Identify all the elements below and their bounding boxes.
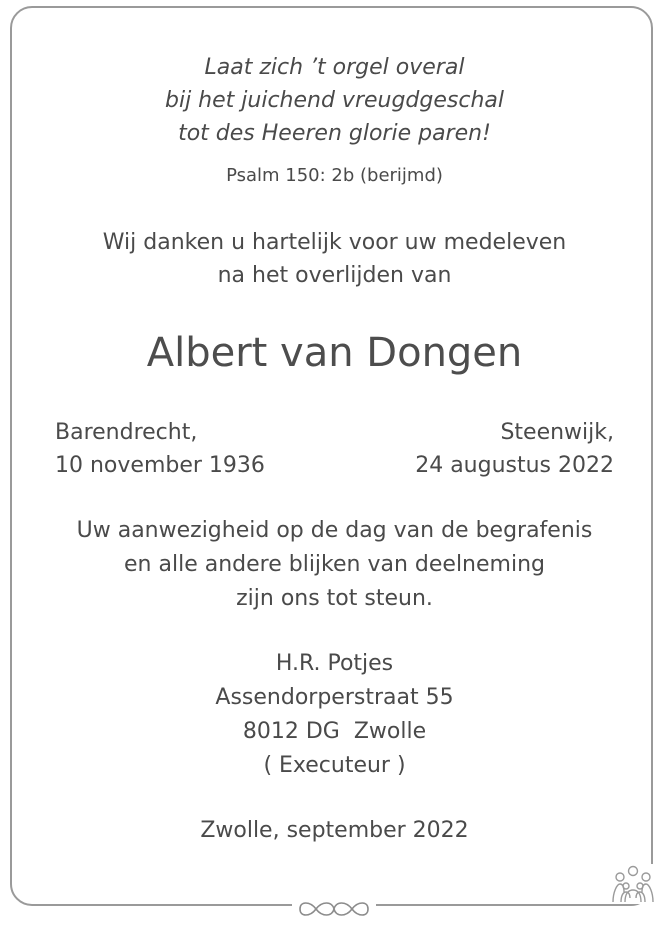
message-line-1: Uw aanwezigheid op de dag van de begrafenis — [76, 518, 593, 543]
birth-place: Barendrecht, — [55, 420, 198, 445]
family-people-icon — [608, 864, 658, 904]
verse-line-3: tot des Heeren glorie paren! — [178, 121, 491, 146]
death-place: Steenwijk, — [500, 420, 614, 445]
message-line-2: en alle andere blijken van deelneming — [124, 552, 545, 577]
birth-date: 10 november 1936 — [55, 453, 265, 478]
verse-line-1: Laat zich ’t orgel overal — [204, 55, 465, 80]
infinity-knot-icon — [292, 893, 376, 921]
deceased-name: Albert van Dongen — [146, 330, 523, 376]
verse-reference: Psalm 150: 2b (berijmd) — [226, 165, 443, 186]
closing-place-date: Zwolle, september 2022 — [200, 818, 469, 843]
thanks-line-2: na het overlijden van — [217, 263, 452, 288]
message-line-3: zijn ons tot steun. — [236, 586, 433, 611]
contact-postal-city: 8012 DG Zwolle — [242, 719, 427, 744]
contact-street: Assendorperstraat 55 — [215, 685, 454, 710]
contact-name: H.R. Potjes — [275, 651, 394, 676]
thanks-line-1: Wij danken u hartelijk voor uw medeleven — [102, 230, 567, 255]
contact-role: ( Executeur ) — [263, 753, 406, 778]
verse-line-2: bij het juichend vreugdgeschal — [165, 88, 504, 113]
death-date: 24 augustus 2022 — [415, 453, 614, 478]
